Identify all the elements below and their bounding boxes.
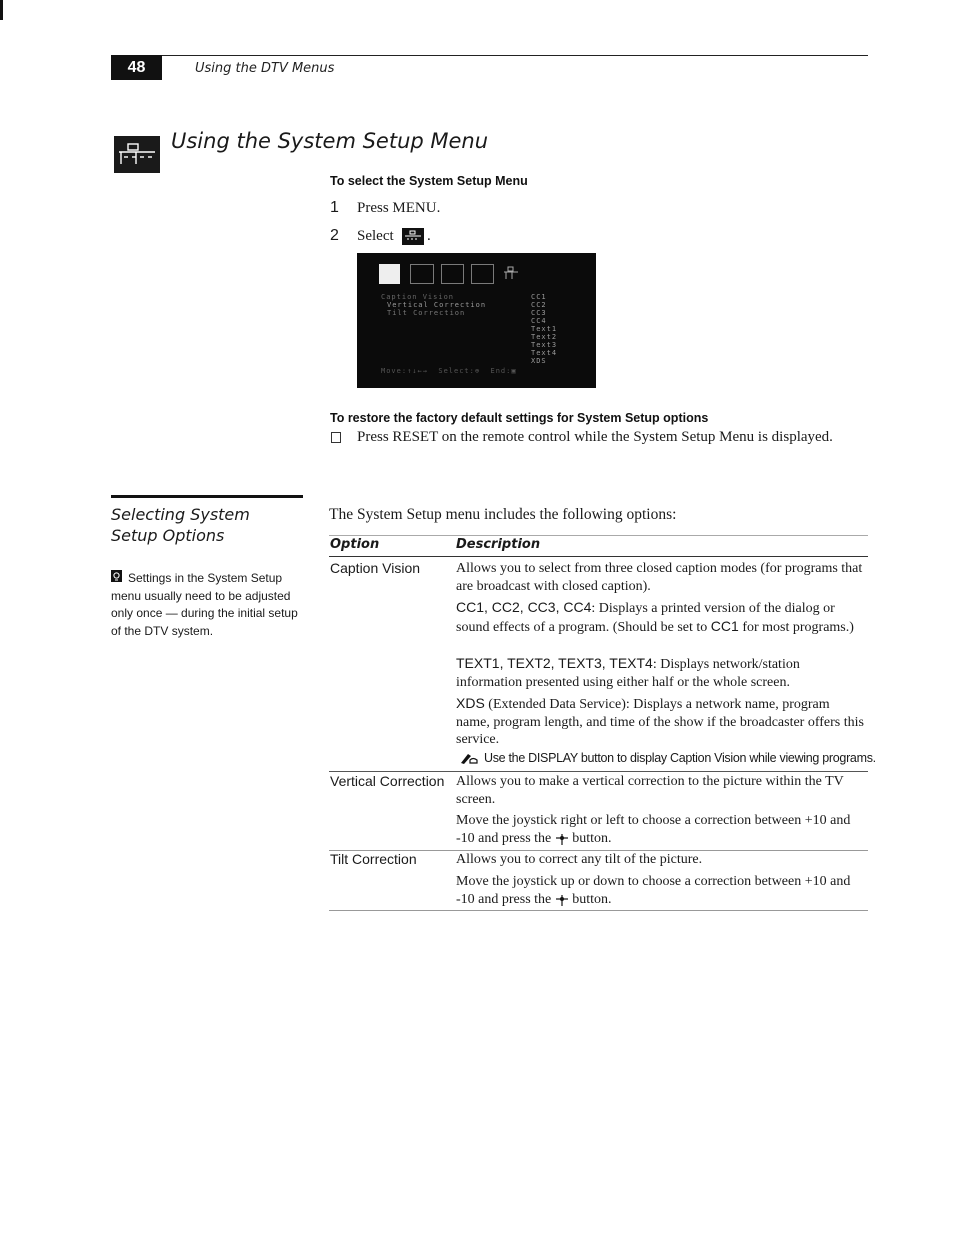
- system-setup-small-icon: [402, 228, 424, 245]
- procedure-heading-select: To select the System Setup Menu: [330, 174, 528, 188]
- table-top-rule: [329, 535, 868, 536]
- caption-vision-desc-2: [456, 599, 866, 636]
- option-tilt-correction: Tilt Correction: [330, 851, 417, 867]
- table-intro: The System Setup menu includes the following options:: [329, 506, 677, 523]
- tab-sound-icon: [410, 264, 434, 284]
- caption-vision-desc-3: [456, 655, 866, 691]
- tilt-correction-desc-2-text: Move the joystick up or down to choose a correction between +10 and -10 and press the: [456, 874, 851, 907]
- running-head: Using the DTV Menus: [195, 61, 335, 76]
- table-header-rule: [329, 556, 868, 557]
- screen-menu-item-vertical-correction: Vertical Correction: [387, 301, 487, 309]
- menu-screenshot: [357, 253, 596, 388]
- screen-menu-item-caption-vision: Caption Vision: [381, 293, 455, 301]
- tilt-correction-desc-2: [456, 873, 866, 908]
- screen-option: CC4: [531, 317, 547, 325]
- screen-option: CC1: [531, 293, 547, 301]
- vertical-correction-desc-2: [456, 812, 866, 847]
- pencil-note-icon: [459, 751, 479, 765]
- screen-option: CC2: [531, 301, 547, 309]
- caption-vision-desc-1: Allows you to select from three closed caption modes (for programs that are broadcast with closed caption).: [456, 561, 863, 594]
- tilt-correction-desc-2-end: button.: [572, 891, 612, 907]
- step-number-2: 2: [330, 227, 339, 244]
- vertical-correction-desc-2-text: Move the joystick right or left to choose a correction between +10 and -10 and press the: [456, 813, 851, 846]
- checkbox-bullet-icon: [331, 432, 341, 443]
- step-text-2-suffix: .: [427, 228, 431, 244]
- cc-modes-label: CC1, CC2, CC3, CC4: [456, 599, 592, 615]
- screen-option: XDS: [531, 357, 547, 365]
- table-bottom-rule: [329, 910, 868, 911]
- tab-system-setup-icon: [503, 266, 519, 280]
- vertical-correction-desc-2-end: button.: [572, 830, 612, 846]
- joystick-icon: [555, 892, 569, 906]
- screen-menu-item-tilt-correction: Tilt Correction: [387, 309, 466, 317]
- page-number: 48: [111, 55, 162, 80]
- sidebar-heading: Selecting System Setup Options: [111, 505, 250, 545]
- screen-option: Text3: [531, 341, 558, 349]
- section-title: Using the System Setup Menu: [171, 129, 489, 153]
- cc1-label: CC1: [710, 617, 739, 634]
- text-modes-label: TEXT1, TEXT2, TEXT3, TEXT4: [456, 655, 653, 671]
- screen-option: CC3: [531, 309, 547, 317]
- lightbulb-icon: [111, 570, 122, 582]
- caption-vision-desc-4: [456, 695, 866, 749]
- screen-option: Text4: [531, 349, 558, 357]
- screen-options-list: [531, 293, 557, 365]
- screen-option: Text2: [531, 333, 558, 341]
- procedure-heading-restore: To restore the factory default settings for System Setup options: [330, 411, 709, 425]
- system-setup-icon: [114, 136, 160, 173]
- step-text-1: Press MENU.: [357, 200, 441, 216]
- step-number-1: 1: [330, 199, 339, 216]
- joystick-icon: [555, 831, 569, 845]
- header-rule: [111, 55, 868, 56]
- tilt-correction-desc-1: Allows you to correct any tilt of the picture.: [456, 852, 703, 867]
- vertical-correction-desc-1: Allows you to make a vertical correction to the picture within the TV screen.: [456, 774, 844, 807]
- sidebar-rule: [111, 495, 303, 498]
- page-edge-mark: [0, 0, 3, 20]
- bullet-text: Press RESET on the remote control while the System Setup Menu is displayed.: [357, 429, 833, 445]
- sidebar-note: Settings in the System Setup menu usually need to be adjusted only once — during the initial setup of the DTV system.: [111, 571, 298, 638]
- tab-picture-icon: [379, 264, 400, 284]
- caption-vision-tip: Use the DISPLAY button to display Caption Vision while viewing programs.: [484, 751, 876, 765]
- cc-modes-text-end: for most programs.): [738, 619, 854, 635]
- tab-timer-icon: [471, 264, 494, 284]
- screen-footer: Move:↑↓←→ Select:⊕ End:▣: [381, 367, 517, 375]
- step-text-2: Select: [357, 228, 394, 244]
- screen-option: Text1: [531, 325, 558, 333]
- column-header-description: Description: [456, 537, 541, 552]
- xds-text: (Extended Data Service): Displays a network name, program name, program length, and time of the show if the broadcaster offers this service.: [456, 697, 864, 747]
- option-caption-vision: Caption Vision: [330, 560, 421, 576]
- tab-channel-icon: [441, 264, 464, 284]
- column-header-option: Option: [330, 537, 380, 552]
- row-rule: [329, 771, 868, 772]
- text-modes-text: : Displays network/station information presented using either half or the whole screen.: [456, 657, 800, 690]
- option-vertical-correction: Vertical Correction: [330, 773, 445, 789]
- cc-modes-text: : Displays a printed version of the dialog or sound effects of a program. (Should be set to: [456, 601, 835, 635]
- xds-label: XDS: [456, 695, 485, 711]
